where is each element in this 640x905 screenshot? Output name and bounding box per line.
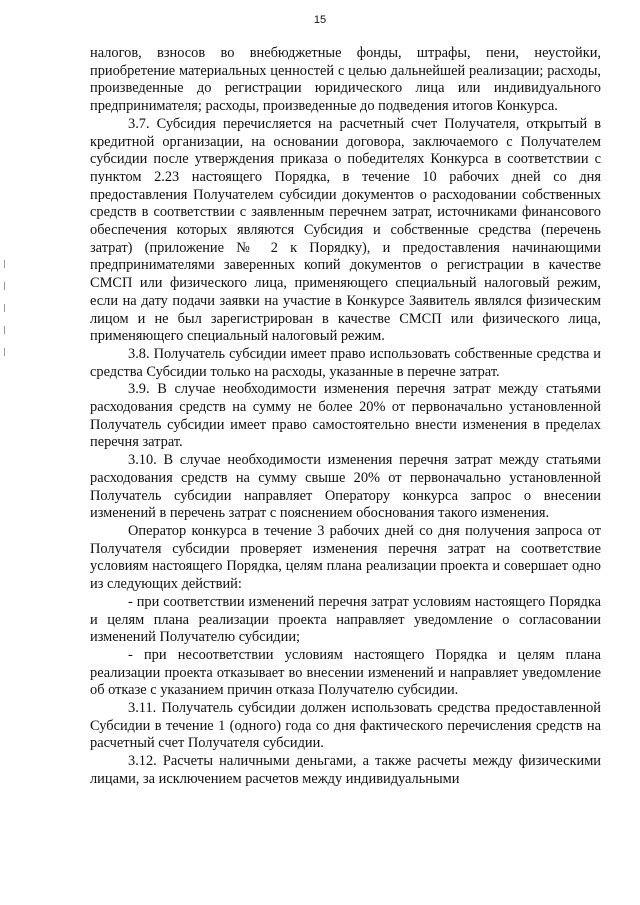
- scan-mark: [4, 348, 5, 356]
- paragraph-3-9: 3.9. В случае необходимости изменения перечня затрат между статьями расходования средств на сумму не более 20% от первоначально установленной Получатель субсидии имеет право самостоятельно внести изменения в пределах перечня затрат.: [90, 381, 601, 451]
- paragraph-continuation: налогов, взносов во внебюджетные фонды, штрафы, пени, неустойки, приобретение материальных ценностей с целью дальнейшей реализации; расходы, произведенные до регистрации юридического лица или индивидуального предпринимателя; расходы, произведенные до подведения итогов Конкурса.: [90, 45, 601, 115]
- paragraph-3-12: 3.12. Расчеты наличными деньгами, а также расчеты между физическими лицами, за исключением расчетов между индивидуальными: [90, 753, 601, 787]
- paragraph-option-approve: - при соответствии изменений перечня затрат условиям настоящего Порядка и целям плана реализации проекта направляет уведомление о согласовании изменений Получателю субсидии;: [90, 593, 601, 646]
- scan-mark: [4, 326, 5, 334]
- paragraph-3-8: 3.8. Получатель субсидии имеет право использовать собственные средства и средства Субсидии только на расходы, указанные в перечне затрат.: [90, 345, 601, 380]
- scan-mark: [4, 282, 5, 290]
- paragraph-3-10: 3.10. В случае необходимости изменения перечня затрат между статьями расходования средств на сумму свыше 20% от первоначально установленной Получатель субсидии направляет Оператору конкурса запрос о внесении изменений в перечень затрат с пояснением обоснования такого изменения.: [90, 452, 601, 522]
- paragraph-3-7: 3.7. Субсидия перечисляется на расчетный счет Получателя, открытый в кредитной организации, на основании договора, заключаемого с Получателем субсидии после утверждения приказа о победителях Конкурса в соответствии с пунктом 2.23 настоящего Порядка, в течение 10 рабочих дней со дня предоставления Получателем субсидии документов о расходовании собственных средств в соответствии с заявленным перечнем затрат, источниками финансового обеспечения которых являются Субсидия и собственные средства (перечень затрат) (приложение № 2 к Порядку), и предоставления начинающими предпринимателями заверенных копий документов о регистрации в качестве СМСП или физического лица, применяющего специальный налоговый режим, если на дату подачи заявки на участие в Конкурсе Заявитель являлся физическим лицом и не был зарегистрирован в качестве СМСП или физического лица, применяющего специальный налоговый режим.: [90, 115, 601, 345]
- paragraph-3-11: 3.11. Получатель субсидии должен использовать средства предоставленной Субсидии в течение 1 (одного) года со дня фактического перечисления средств на расчетный счет Получателя субсидии.: [90, 700, 601, 752]
- document-body: [90, 45, 601, 789]
- scan-mark: [4, 260, 5, 268]
- paragraph-option-reject: - при несоответствии условиям настоящего Порядка и целям плана реализации проекта отказывает во внесении изменений и направляет уведомление об отказе с указанием причин отказа Получателю субсидии.: [90, 646, 601, 699]
- page-number: 15: [313, 14, 327, 26]
- scan-mark: [4, 304, 5, 312]
- paragraph-operator: Оператор конкурса в течение 3 рабочих дней со дня получения запроса от Получателя субсидии проверяет изменения перечня затрат на соответствие условиям настоящего Порядка, целям плана реализации проекта и совершает одно из следующих действий:: [90, 522, 601, 593]
- margin-scan-marks: [4, 260, 7, 380]
